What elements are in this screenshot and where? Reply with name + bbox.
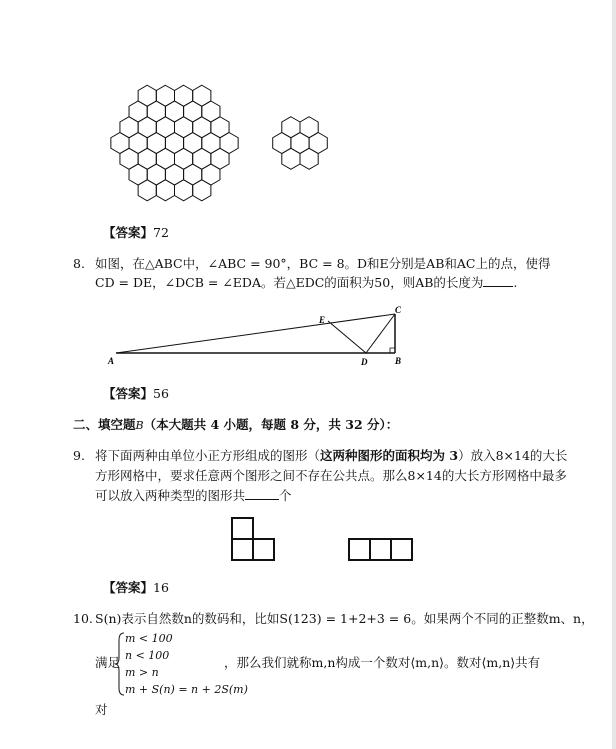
answer-label: 【答案】 <box>103 225 154 240</box>
answer-value: 56 <box>153 386 169 401</box>
section-info: （本大题共 4 小题，每题 8 分，共 32 分）： <box>143 417 399 432</box>
condition-2: n < 100 <box>125 649 170 662</box>
q9-number: 9. <box>73 448 85 463</box>
answer-value: 72 <box>153 225 169 240</box>
q8-line1: 如图，在△ABC中，∠ABC = 90°，BC = 8。D和E分别是AB和AC上的点，使得 <box>95 256 551 271</box>
q8-number: 8. <box>73 256 85 271</box>
q10-number: 10. <box>73 611 93 626</box>
label-b: B <box>395 356 402 366</box>
label-e: E <box>319 315 326 325</box>
q9-line3-text: 可以放入两种类型的图形共 <box>95 488 246 503</box>
condition-3: m > n <box>125 666 159 679</box>
q9-line1-a: 将下面两种由单位小正方形组成的图形（ <box>95 448 321 463</box>
label-d: D <box>361 357 368 367</box>
q10-line1: S(n)表示自然数n的数码和，比如S(123) = 1+2+3 = 6。如果两个不同的正整数m、n， <box>95 611 594 626</box>
page-shadow <box>612 0 616 749</box>
q9-line3-end: 个 <box>279 488 292 503</box>
q9-line1-b: 这两种图形的面积均为 3 <box>320 448 459 463</box>
condition-4: m + S(n) = n + 2S(m) <box>125 683 248 696</box>
answer-value: 16 <box>153 580 169 595</box>
q8-line2-text: CD = DE，∠DCB = ∠EDA。若△EDC的面积为50，则AB的长度为 <box>95 275 484 290</box>
section-title: 二、填空题 <box>73 417 136 432</box>
q9-line1-c: ）放入8×14的大长 <box>458 448 568 463</box>
q9-line2: 方形网格中，要求任意两个图形之间不存在公共点。那么8×14的大长方形网格中最多 <box>95 468 567 483</box>
answer-label: 【答案】 <box>103 580 154 595</box>
condition-1: m < 100 <box>125 632 173 645</box>
section-letter: B <box>135 419 144 432</box>
label-c: C <box>395 305 402 315</box>
q8-line2-end: . <box>513 275 518 290</box>
q10-satisfy: 满足 <box>95 655 121 670</box>
label-a: A <box>108 356 115 366</box>
q10-line2: ，那么我们就称m,n构成一个数对⟨m,n⟩。数对⟨m,n⟩共有 <box>224 655 541 670</box>
q10-line3: 对 <box>95 702 108 717</box>
answer-label: 【答案】 <box>103 386 154 401</box>
